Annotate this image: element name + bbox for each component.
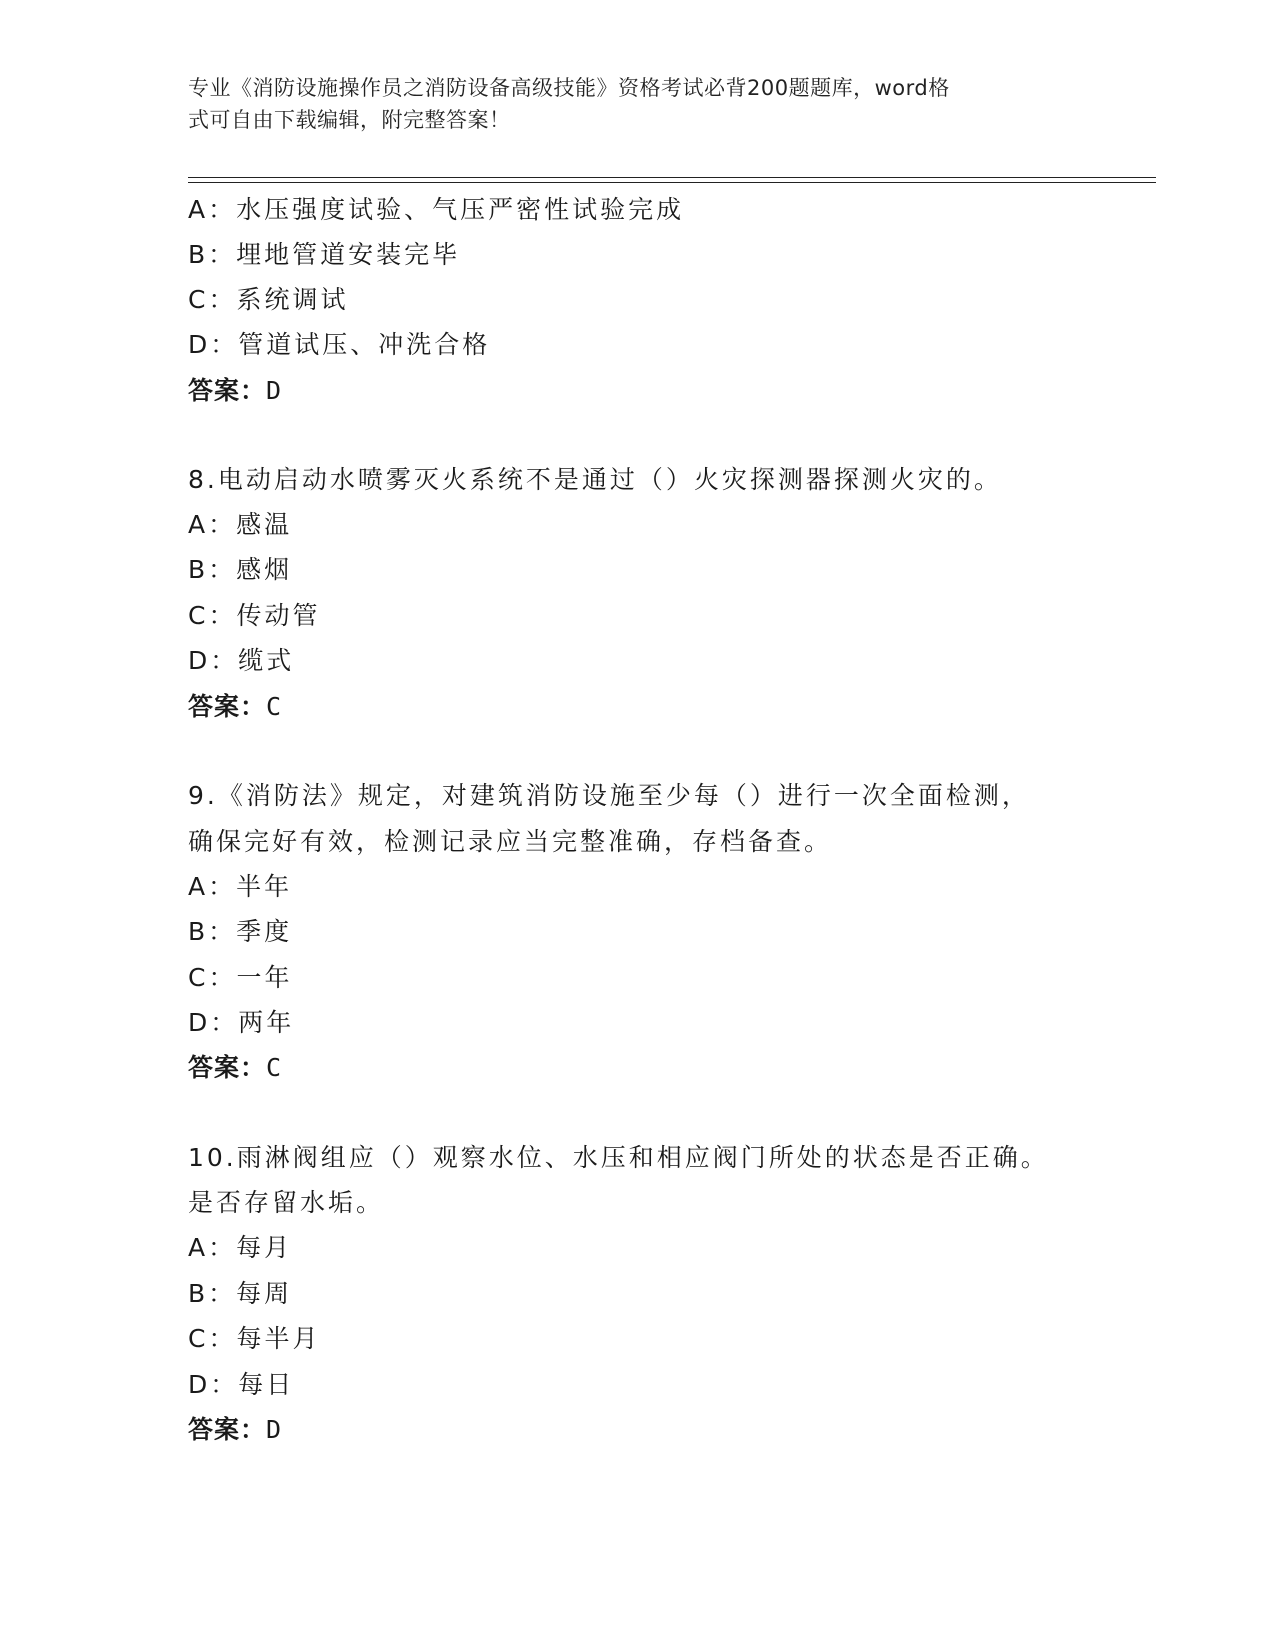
q8-option-a: A：感温 [188,510,293,539]
q8-answer [188,691,282,723]
q10-answer [188,1414,282,1446]
q10-option-c: C：每半月 [188,1324,321,1353]
q8-option-d: D：缆式 [188,646,295,675]
answer-value: C [266,1053,283,1082]
header-divider-bottom [188,182,1156,183]
answer-value: D [266,1415,283,1444]
q9-question-line-1: 9.《消防法》规定，对建筑消防设施至少每（）进行一次全面检测， [188,781,1030,810]
q7-option-d: D：管道试压、冲洗合格 [188,330,491,359]
document-header [188,72,1068,136]
q10-question-line-1: 10.雨淋阀组应（）观察水位、水压和相应阀门所处的状态是否正确。 [188,1143,1049,1172]
q10-option-b: B：每周 [188,1279,293,1308]
q8-option-b: B：感烟 [188,555,293,584]
answer-value: D [266,376,283,405]
header-line-2: 式可自由下载编辑，附完整答案！ [188,108,511,132]
q10-option-a: A：每月 [188,1233,293,1262]
q9-option-b: B：季度 [188,917,293,946]
q10-question-line-2: 是否存留水垢。 [188,1188,385,1217]
answer-label: 答案： [188,1415,267,1444]
q9-question-line-2: 确保完好有效，检测记录应当完整准确，存档备查。 [188,827,833,856]
q9-option-a: A：半年 [188,872,293,901]
answer-value: C [266,692,283,721]
q7-option-b: B：埋地管道安装完毕 [188,240,461,269]
q9-option-c: C：一年 [188,963,293,992]
q7-option-a: A：水压强度试验、气压严密性试验完成 [188,195,685,224]
answer-label: 答案： [188,376,267,405]
q8-option-c: C：传动管 [188,601,321,630]
q8-question: 8.电动启动水喷雾灭火系统不是通过（）火灾探测器探测火灾的。 [188,465,1002,494]
q9-option-d: D：两年 [188,1008,295,1037]
q7-option-c: C：系统调试 [188,285,349,314]
q10-option-d: D：每日 [188,1370,295,1399]
header-line-1: 专业《消防设施操作员之消防设备高级技能》资格考试必背200题题库，word格 [188,76,950,100]
answer-label: 答案： [188,692,267,721]
q7-answer [188,375,282,407]
header-divider-top [188,177,1156,178]
q9-answer [188,1052,282,1084]
answer-label: 答案： [188,1053,267,1082]
